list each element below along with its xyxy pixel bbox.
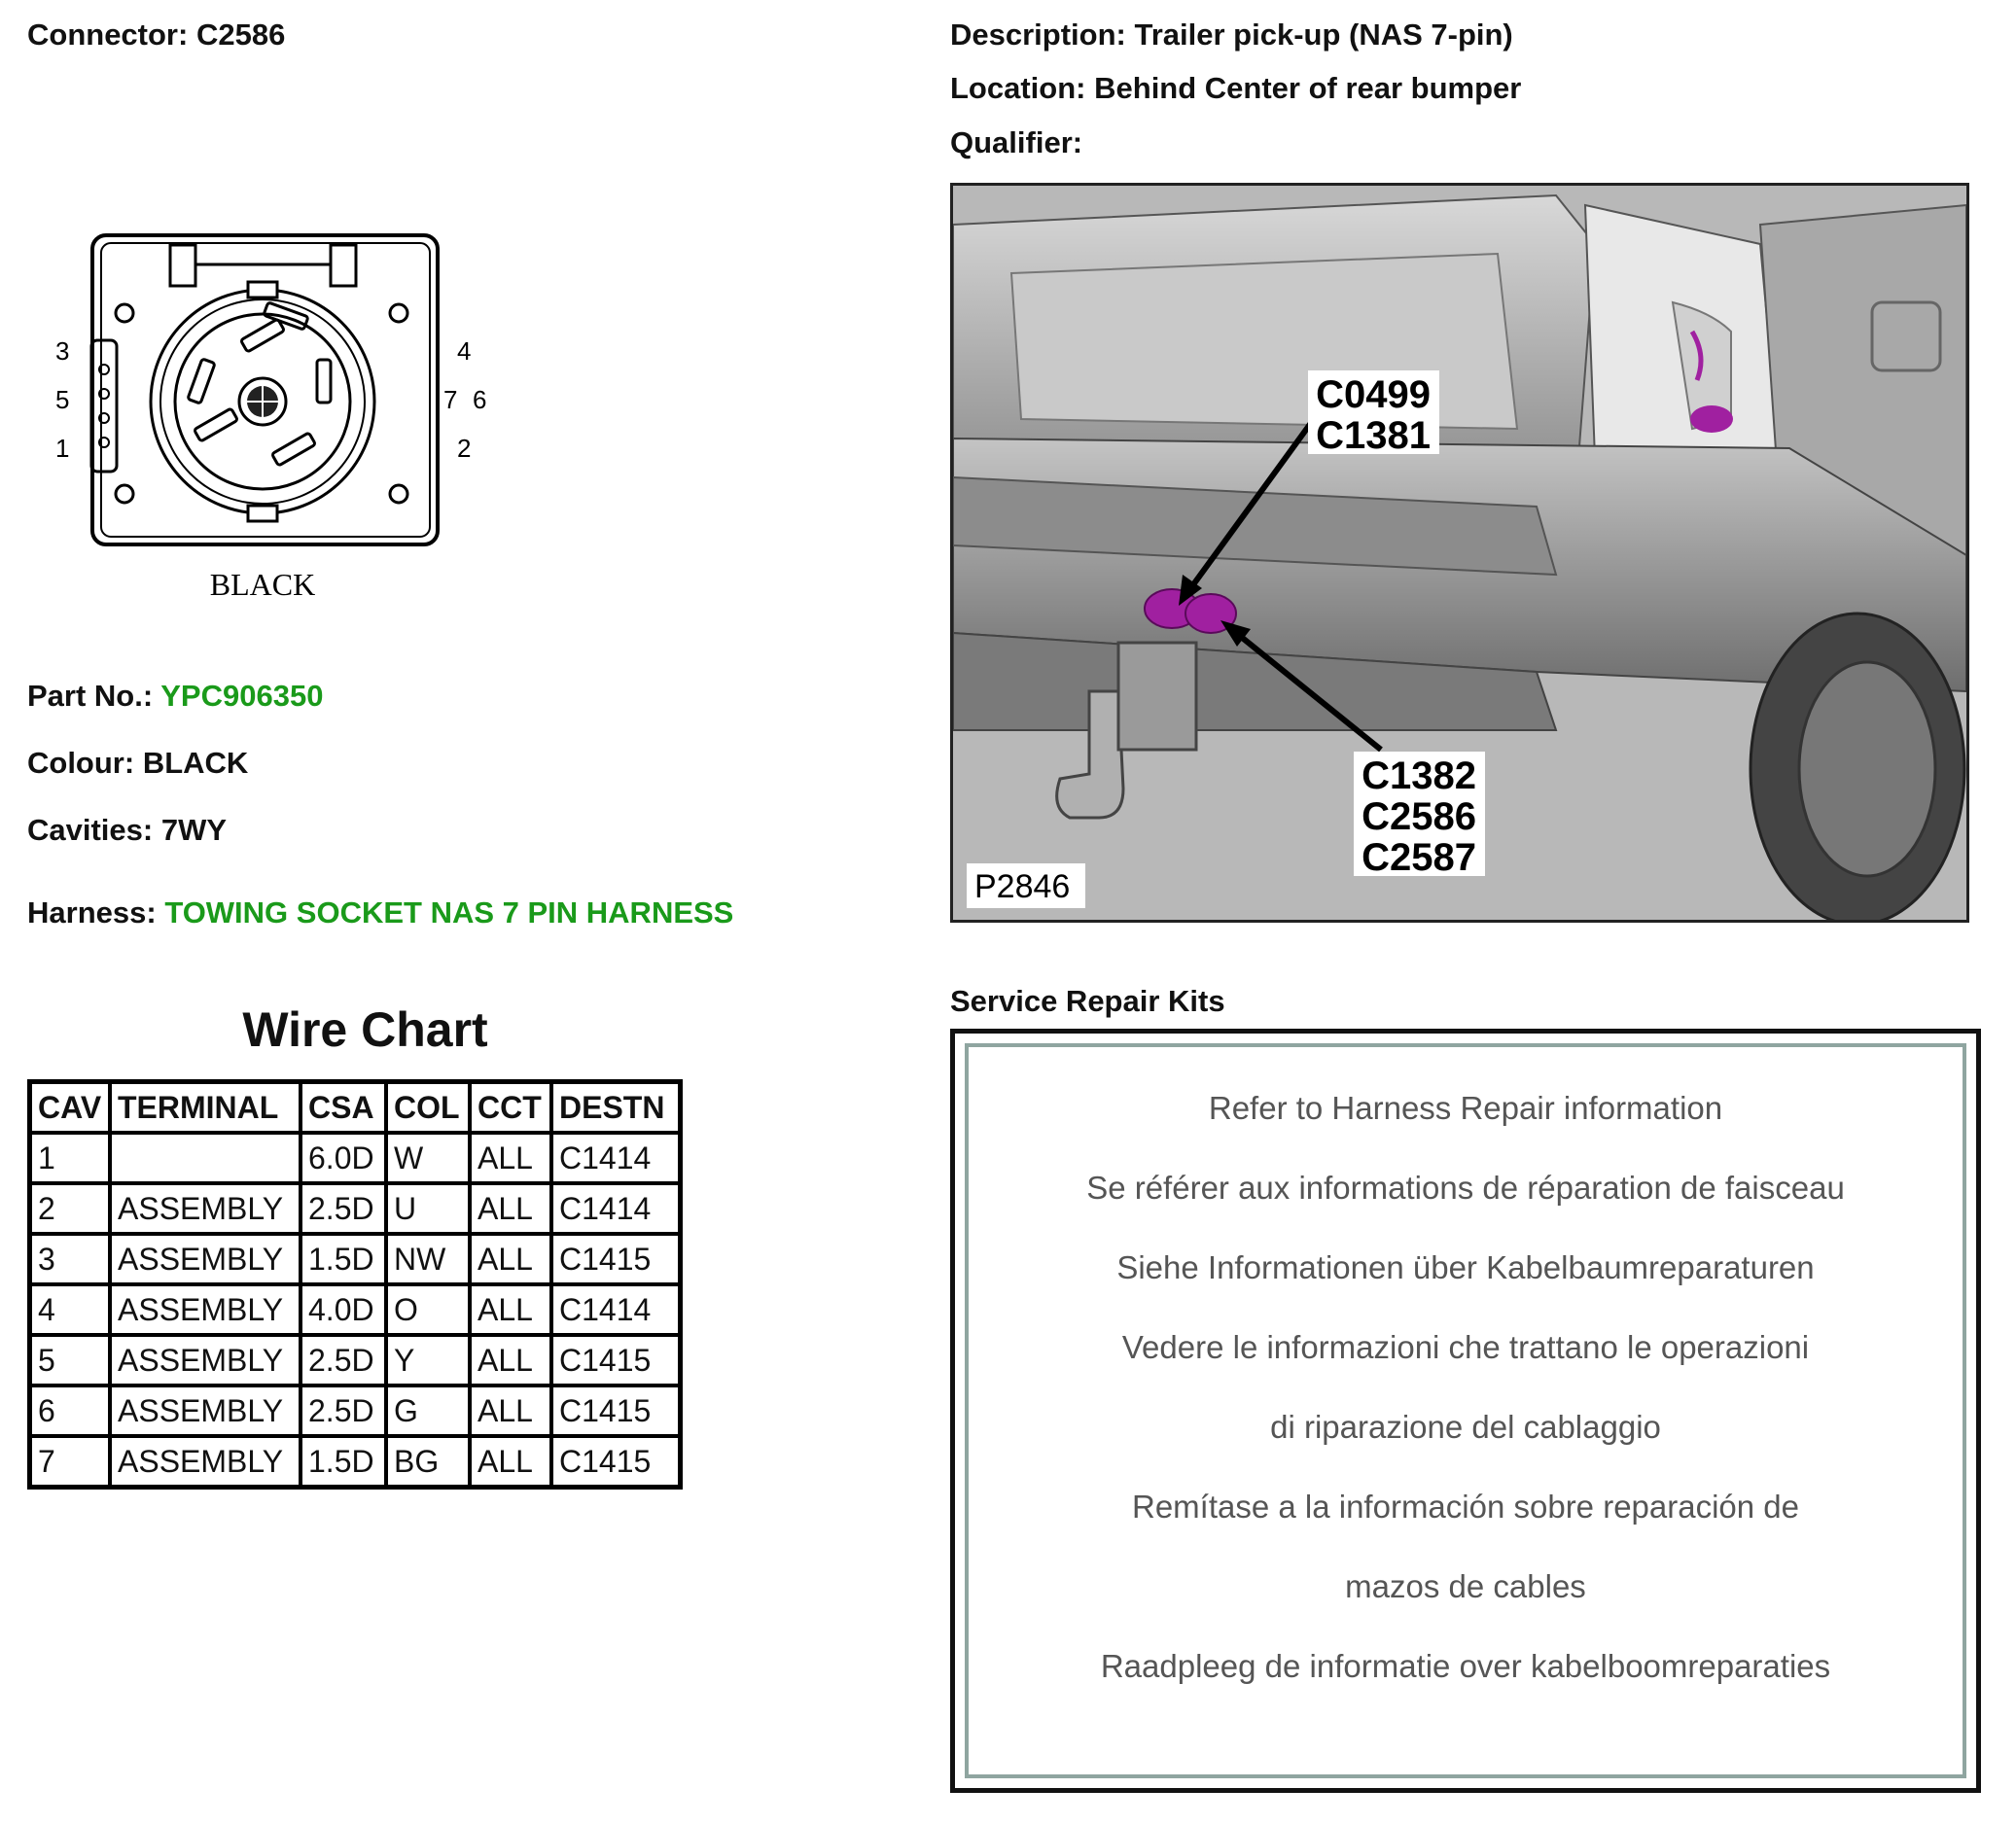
connector-face-svg xyxy=(39,224,525,613)
cell-terminal: ASSEMBLY xyxy=(110,1386,301,1436)
latch-tab-right xyxy=(331,245,356,286)
part-no-link[interactable]: YPC906350 xyxy=(160,679,324,713)
col-header-cct: CCT xyxy=(470,1082,551,1134)
connector-line xyxy=(27,18,285,53)
harness-line xyxy=(27,895,733,930)
mounting-hole xyxy=(116,485,133,503)
table-row xyxy=(30,1335,681,1386)
blade-terminal xyxy=(188,359,215,403)
cell-cct: ALL xyxy=(470,1335,551,1386)
cell-terminal: ASSEMBLY xyxy=(110,1436,301,1488)
kit-line: di riparazione del cablaggio xyxy=(1270,1409,1661,1445)
pin-label-2: 2 xyxy=(457,434,472,463)
callout-top-line-1: C0499 xyxy=(1316,373,1431,416)
harness-link[interactable]: TOWING SOCKET NAS 7 PIN HARNESS xyxy=(164,895,734,930)
tow-bracket xyxy=(1118,643,1196,750)
cavities-value: 7WY xyxy=(160,813,228,847)
cell-terminal: ASSEMBLY xyxy=(110,1183,301,1234)
cell-cct: ALL xyxy=(470,1284,551,1335)
cell-csa: 1.5D xyxy=(301,1436,386,1488)
pin-label-5: 5 xyxy=(55,385,70,414)
colour-label: Colour: xyxy=(27,746,135,780)
blade-terminal xyxy=(317,360,331,403)
connector-label: Connector: xyxy=(27,18,189,52)
figure-id: P2846 xyxy=(974,868,1071,905)
cell-cct: ALL xyxy=(470,1436,551,1488)
pin-label-3: 3 xyxy=(55,336,70,366)
lamp-connector xyxy=(1690,405,1733,433)
cavities-line xyxy=(27,813,227,848)
table-row xyxy=(30,1436,681,1488)
cell-col: Y xyxy=(386,1335,470,1386)
cell-terminal: ASSEMBLY xyxy=(110,1284,301,1335)
number-plate-recess xyxy=(1011,254,1517,429)
socket-key-top xyxy=(248,282,277,298)
cell-destn: C1415 xyxy=(551,1335,681,1386)
location-label: Location: xyxy=(950,71,1086,105)
pin-label-4: 4 xyxy=(457,336,472,366)
cell-destn: C1415 xyxy=(551,1234,681,1284)
cell-col: O xyxy=(386,1284,470,1335)
kit-line: mazos de cables xyxy=(1345,1568,1586,1604)
cell-destn: C1415 xyxy=(551,1386,681,1436)
cell-cav: 4 xyxy=(30,1284,111,1335)
cell-cav: 6 xyxy=(30,1386,111,1436)
table-row xyxy=(30,1183,681,1234)
kit-line: Raadpleeg de informatie over kabelboomreparaties xyxy=(1100,1648,1831,1684)
wire-chart-table xyxy=(27,1079,683,1490)
cell-col: U xyxy=(386,1183,470,1234)
cell-terminal xyxy=(110,1133,301,1183)
cavities-label: Cavities: xyxy=(27,813,154,847)
cell-cct: ALL xyxy=(470,1183,551,1234)
cell-csa: 1.5D xyxy=(301,1234,386,1284)
table-row xyxy=(30,1386,681,1436)
side-pin-strip xyxy=(91,340,117,472)
connector-face-diagram xyxy=(39,224,525,613)
location-value: Behind Center of rear bumper xyxy=(1094,71,1522,105)
location-line xyxy=(950,71,1521,106)
location-illustration xyxy=(950,183,1969,923)
col-header-csa: CSA xyxy=(301,1082,386,1134)
cell-cct: ALL xyxy=(470,1386,551,1436)
service-repair-kits-title: Service Repair Kits xyxy=(950,984,1225,1018)
diagram-colour-label: BLACK xyxy=(209,567,316,602)
cell-destn: C1414 xyxy=(551,1284,681,1335)
cell-csa: 4.0D xyxy=(301,1284,386,1335)
kit-line: Siehe Informationen über Kabelbaumreparaturen xyxy=(1116,1249,1815,1285)
callout-bottom-line-3: C2587 xyxy=(1362,836,1476,879)
cell-destn: C1414 xyxy=(551,1183,681,1234)
socket-key-bottom xyxy=(248,506,277,521)
callout-bottom-line-2: C2586 xyxy=(1362,795,1476,838)
service-repair-kits-inner xyxy=(965,1043,1966,1778)
part-no-line xyxy=(27,679,323,714)
part-no-label: Part No.: xyxy=(27,679,154,713)
cell-csa: 2.5D xyxy=(301,1183,386,1234)
cell-csa: 2.5D xyxy=(301,1335,386,1386)
callout-bottom-line-1: C1382 xyxy=(1362,754,1476,797)
cell-destn: C1414 xyxy=(551,1133,681,1183)
table-row xyxy=(30,1234,681,1284)
kit-line: Vedere le informazioni che trattano le operazioni xyxy=(1121,1329,1810,1365)
cell-csa: 2.5D xyxy=(301,1386,386,1436)
blade-terminal xyxy=(194,408,237,441)
table-row xyxy=(30,1284,681,1335)
harness-label: Harness: xyxy=(27,895,157,930)
pin-label-6: 6 xyxy=(473,385,487,414)
wire-chart-title: Wire Chart xyxy=(242,1002,488,1057)
cell-col: G xyxy=(386,1386,470,1436)
cell-terminal: ASSEMBLY xyxy=(110,1234,301,1284)
description-value: Trailer pick-up (NAS 7-pin) xyxy=(1134,18,1513,52)
colour-value: BLACK xyxy=(142,746,249,780)
cell-cct: ALL xyxy=(470,1133,551,1183)
kit-line: Se référer aux informations de réparation de faisceau xyxy=(1086,1170,1845,1206)
kit-line: Remítase a la información sobre reparación de xyxy=(1131,1489,1800,1525)
cell-cav: 7 xyxy=(30,1436,111,1488)
col-header-terminal: TERMINAL xyxy=(110,1082,301,1134)
description-label: Description: xyxy=(950,18,1126,52)
cell-csa: 6.0D xyxy=(301,1133,386,1183)
wheel-rim xyxy=(1799,662,1935,876)
latch-tab-left xyxy=(170,245,195,286)
blade-terminal xyxy=(240,319,284,352)
qualifier-label: Qualifier: xyxy=(950,125,1083,159)
cell-col: NW xyxy=(386,1234,470,1284)
blade-terminal xyxy=(271,433,315,466)
mounting-hole xyxy=(390,485,407,503)
callout-top-line-2: C1381 xyxy=(1316,414,1431,457)
pin-label-1: 1 xyxy=(55,434,70,463)
cell-col: BG xyxy=(386,1436,470,1488)
cell-cav: 2 xyxy=(30,1183,111,1234)
kit-line: Refer to Harness Repair information xyxy=(1208,1090,1723,1126)
service-repair-kits-box xyxy=(950,1029,1981,1793)
cell-cav: 3 xyxy=(30,1234,111,1284)
mounting-hole xyxy=(390,304,407,322)
wire-chart-header-row xyxy=(30,1082,681,1134)
cell-destn: C1415 xyxy=(551,1436,681,1488)
cell-terminal: ASSEMBLY xyxy=(110,1335,301,1386)
pin-label-7: 7 xyxy=(443,385,458,414)
cell-col: W xyxy=(386,1133,470,1183)
col-header-cav: CAV xyxy=(30,1082,111,1134)
cell-cav: 1 xyxy=(30,1133,111,1183)
cell-cct: ALL xyxy=(470,1234,551,1284)
col-header-destn: DESTN xyxy=(551,1082,681,1134)
colour-line xyxy=(27,746,248,781)
mounting-hole xyxy=(116,304,133,322)
cell-cav: 5 xyxy=(30,1335,111,1386)
connector-value: C2586 xyxy=(195,18,286,52)
table-row xyxy=(30,1133,681,1183)
description-line xyxy=(950,18,1513,53)
col-header-col: COL xyxy=(386,1082,470,1134)
qualifier-line xyxy=(950,125,1082,160)
vehicle-rear-svg xyxy=(953,186,1966,920)
